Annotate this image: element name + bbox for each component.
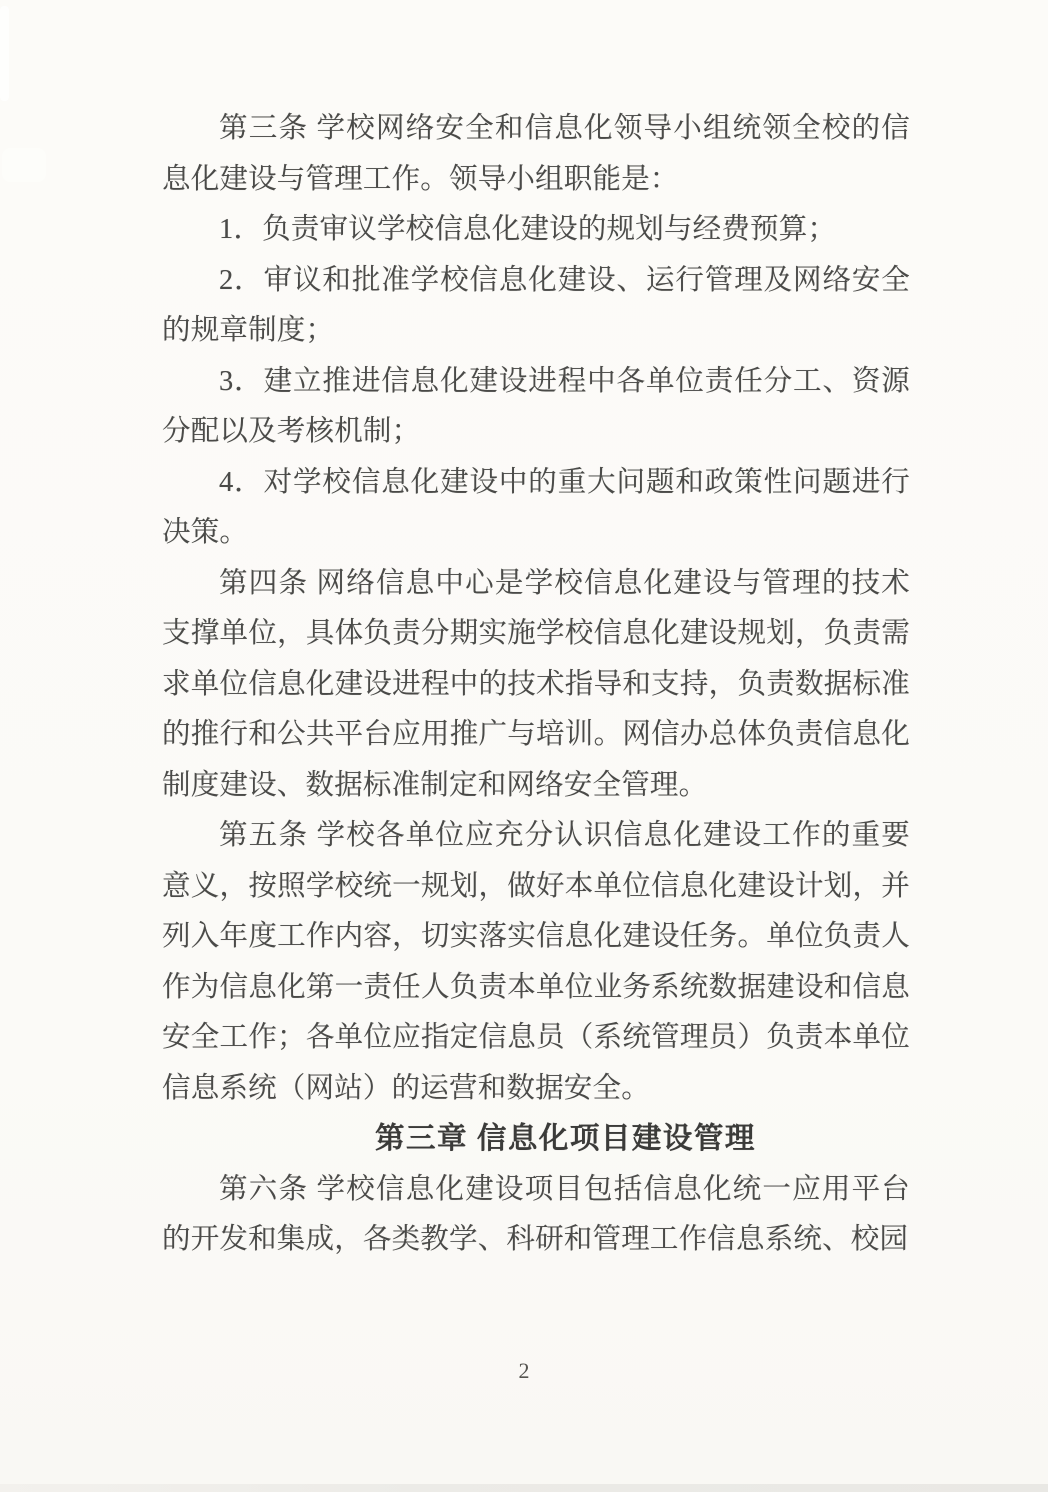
- scan-artifact: [0, 6, 9, 101]
- paragraph-article-5: 第五条 学校各单位应充分认识信息化建设工作的重要意义，按照学校统一规划，做好本单位信息化建设计划，并列入年度工作内容，切实落实信息化建设任务。单位负责人作为信息化第一责任人负责本单位业务系统数据建设和信息安全工作；各单位应指定信息员（系统管理员）负责本单位信息系统（网站）的运营和数据安全。: [162, 820, 910, 1104]
- list-item-1: 1．负责审议学校信息化建设的规划与经费预算；: [219, 214, 837, 245]
- list-item-4: 4．对学校信息化建设中的重大问题和政策性问题进行决策。: [162, 466, 910, 548]
- page-number: 2: [518, 1358, 530, 1383]
- paragraph-article-4: 第四条 网络信息中心是学校信息化建设与管理的技术支撑单位，具体负责分期实施学校信息化建设规划，负责需求单位信息化建设进程中的技术指导和支持，负责数据标准的推行和公共平台应用推广与培训。网信办总体负责信息化制度建设、数据标准制定和网络安全管理。: [162, 567, 910, 801]
- paragraph-article-6: 第六条 学校信息化建设项目包括信息化统一应用平台的开发和集成，各类教学、科研和管理工作信息系统、校园: [162, 1173, 910, 1255]
- scan-artifact: [2, 148, 46, 182]
- list-item-3: 3．建立推进信息化建设进程中各单位责任分工、资源分配以及考核机制；: [162, 365, 910, 447]
- document-body: [162, 104, 910, 1266]
- chapter-heading: 第三章 信息化项目建设管理: [375, 1123, 756, 1155]
- paragraph-article-3: 第三条 学校网络安全和信息化领导小组统领全校的信息化建设与管理工作。领导小组职能是：: [162, 113, 910, 195]
- list-item-2: 2．审议和批准学校信息化建设、运行管理及网络安全的规章制度；: [162, 264, 910, 346]
- page-bottom-edge: [0, 1484, 1048, 1492]
